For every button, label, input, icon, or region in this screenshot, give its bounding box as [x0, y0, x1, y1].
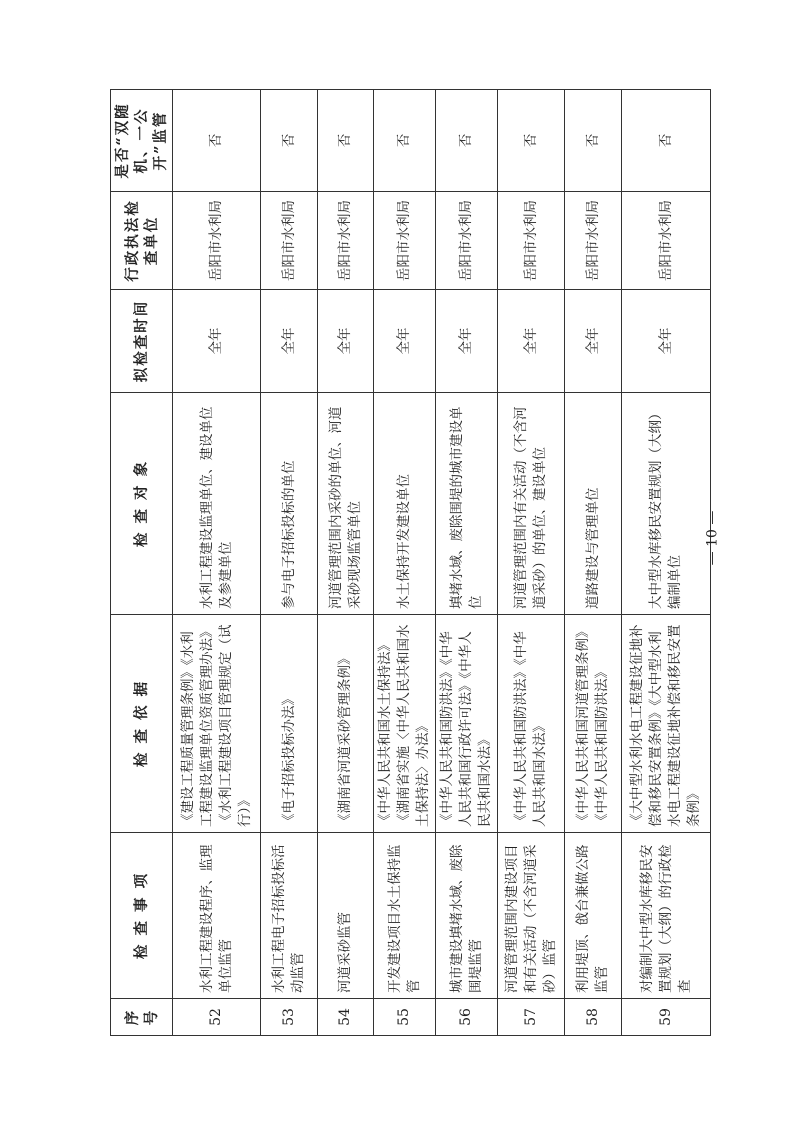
- cell-unit: 岳阳市水利局: [261, 192, 318, 290]
- cell-target: 填堵水域、废除围堤的城市建设单位: [436, 393, 498, 615]
- cell-double-random: 否: [436, 90, 498, 192]
- cell-time: 全年: [318, 290, 374, 393]
- cell-seq: 54: [318, 999, 374, 1036]
- cell-unit: 岳阳市水利局: [498, 192, 565, 290]
- cell-basis: 《中华人民共和国防洪法》《中华人民共和国行政许可法》《中华人民共和国水法》: [436, 615, 498, 833]
- cell-seq: 59: [622, 999, 711, 1036]
- cell-seq: 55: [374, 999, 436, 1036]
- table-row: [498, 90, 565, 1036]
- header-seq: 序号: [111, 999, 173, 1036]
- table-row: [261, 90, 318, 1036]
- cell-time: 全年: [173, 290, 261, 393]
- header-time: 拟检查时间: [111, 290, 173, 393]
- cell-item: 水利工程建设程序、监理单位监管: [173, 833, 261, 999]
- header-item: 检 查 事 项: [111, 833, 173, 999]
- table-row: [436, 90, 498, 1036]
- table-row: [173, 90, 261, 1036]
- cell-item: 开发建设项目水土保持监管: [374, 833, 436, 999]
- rotated-table-wrapper: [110, 90, 702, 1036]
- table-row: [565, 90, 622, 1036]
- cell-seq: 53: [261, 999, 318, 1036]
- cell-time: 全年: [498, 290, 565, 393]
- cell-double-random: 否: [374, 90, 436, 192]
- cell-item: 水利工程电子招标投标活动监管: [261, 833, 318, 999]
- cell-unit: 岳阳市水利局: [565, 192, 622, 290]
- header-double-random: 是否“双随机、一公开”监管: [111, 90, 173, 192]
- cell-seq: 56: [436, 999, 498, 1036]
- table-row: [318, 90, 374, 1036]
- cell-time: 全年: [565, 290, 622, 393]
- cell-time: 全年: [436, 290, 498, 393]
- cell-basis: 《建设工程质量管理条例》《水利工程建设监理单位资质管理办法》《水利工程建设项目管理规定（试行）》: [173, 615, 261, 833]
- cell-double-random: 否: [622, 90, 711, 192]
- cell-item: 利用堤顶、戗台兼做公路监管: [565, 833, 622, 999]
- cell-time: 全年: [374, 290, 436, 393]
- header-unit: 行政执法检查单位: [111, 192, 173, 290]
- cell-basis: 《中华人民共和国河道管理条例》《中华人民共和国防洪法》: [565, 615, 622, 833]
- header-basis: 检 查 依 据: [111, 615, 173, 833]
- header-target: 检 查 对 象: [111, 393, 173, 615]
- table-row: [622, 90, 711, 1036]
- cell-target: 河道管理范围内有关活动（不含河道采砂）的单位、建设单位: [498, 393, 565, 615]
- cell-time: 全年: [622, 290, 711, 393]
- cell-item: 对编制大中型水库移民安置规划（大纲）的行政检查: [622, 833, 711, 999]
- cell-unit: 岳阳市水利局: [173, 192, 261, 290]
- cell-target: 参与电子招标投标的单位: [261, 393, 318, 615]
- cell-target: 水利工程建设监理单位、建设单位及参建单位: [173, 393, 261, 615]
- cell-unit: 岳阳市水利局: [622, 192, 711, 290]
- cell-double-random: 否: [261, 90, 318, 192]
- cell-seq: 57: [498, 999, 565, 1036]
- cell-unit: 岳阳市水利局: [436, 192, 498, 290]
- inspection-table: [110, 89, 711, 1036]
- cell-seq: 58: [565, 999, 622, 1036]
- cell-target: 水土保持开发建设单位: [374, 393, 436, 615]
- cell-item: 河道采砂监管: [318, 833, 374, 999]
- cell-target: 河道管理范围内采砂的单位、河道采砂现场监管单位: [318, 393, 374, 615]
- cell-item: 河道管理范围内建设项目和有关活动（不含河道采砂）监管: [498, 833, 565, 999]
- cell-double-random: 否: [498, 90, 565, 192]
- cell-basis: 《电子招标投标办法》: [261, 615, 318, 833]
- table-row: [374, 90, 436, 1036]
- cell-target: 道路建设与管理单位: [565, 393, 622, 615]
- cell-unit: 岳阳市水利局: [318, 192, 374, 290]
- table-header-row: [111, 90, 173, 1036]
- cell-double-random: 否: [318, 90, 374, 192]
- cell-double-random: 否: [565, 90, 622, 192]
- cell-target: 大中型水库移民安置规划（大纲）编制单位: [622, 393, 711, 615]
- page-number: — 10 —: [704, 510, 721, 566]
- cell-basis: 《湖南省河道采砂管理条例》: [318, 615, 374, 833]
- cell-seq: 52: [173, 999, 261, 1036]
- cell-basis: 《中华人民共和国防洪法》《中华人民共和国水法》: [498, 615, 565, 833]
- cell-basis: 《中华人民共和国水土保持法》《湖南省实施〈中华人民共和国水土保持法〉办法》: [374, 615, 436, 833]
- cell-item: 城市建设填堵水域、废除围堤监管: [436, 833, 498, 999]
- cell-time: 全年: [261, 290, 318, 393]
- cell-double-random: 否: [173, 90, 261, 192]
- cell-basis: 《大中型水利水电工程建设征地补偿和移民安置条例》《大中型水利水电工程建设征地补偿和移民安置条例》: [622, 615, 711, 833]
- cell-unit: 岳阳市水利局: [374, 192, 436, 290]
